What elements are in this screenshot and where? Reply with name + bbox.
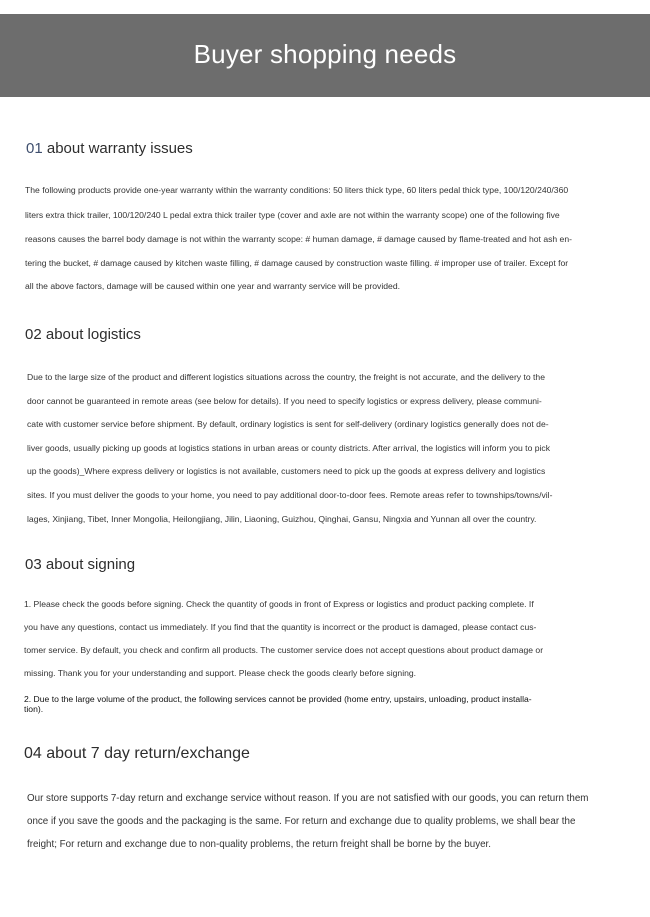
body-line: The following products provide one-year warranty within the warranty conditions: 50 liters thick type, 60 liters pedal thick type, 100/120/240/360 — [25, 185, 569, 195]
body-line: sites. If you must deliver the goods to your home, you need to pay additional door-to-door fees. Remote areas refer to townships/towns/vil- — [27, 490, 553, 500]
note-line: tion). — [24, 704, 44, 714]
body-line: you have any questions, contact us immediately. If you find that the quantity is incorrect or the product is damaged, please contact cus- — [24, 622, 537, 632]
note-line: 2. Due to the large volume of the product, the following services cannot be provided (home entry, upstairs, unloading, product installa- — [24, 694, 532, 704]
header-banner — [0, 14, 650, 97]
page-title: Buyer shopping needs — [193, 39, 457, 69]
body-line: reasons causes the barrel body damage is not within the warranty scope: # human damage, # damage caused by flame-treated and hot ash en- — [25, 234, 572, 244]
section-number: 01 — [26, 140, 43, 157]
body-line: all the above factors, damage will be caused within one year and warranty service will be provided. — [25, 281, 400, 291]
body-line: lages, Xinjiang, Tibet, Inner Mongolia, Heilongjiang, Jilin, Liaoning, Guizhou, Qinghai, Gansu, Ningxia and Yunnan all over the country. — [27, 514, 537, 524]
body-line: door cannot be guaranteed in remote areas (see below for details). If you need to specify logistics or express delivery, please communi- — [27, 396, 542, 406]
section-title: 02 about logistics — [25, 326, 141, 343]
body-line: 1. Please check the goods before signing. Check the quantity of goods in front of Express or logistics and product packing complete. If — [24, 599, 534, 609]
body-line: missing. Thank you for your understanding and support. Please check the goods clearly before signing. — [24, 668, 417, 678]
section-title: 03 about signing — [25, 556, 136, 573]
body-line: Our store supports 7-day return and exchange service without reason. If you are not satisfied with our goods, you can return them — [27, 793, 589, 804]
body-line: Due to the large size of the product and different logistics situations across the country, the freight is not accurate, and the delivery to the — [27, 372, 545, 382]
body-line: liver goods, usually picking up goods at logistics stations in urban areas or county districts. After arrival, the logistics will inform you to pick — [27, 443, 551, 453]
top-margin — [0, 0, 650, 14]
body-line: liters extra thick trailer, 100/120/240 L pedal extra thick trailer type (cover and axle are not within the warranty scope) one of the following five — [25, 210, 560, 220]
body-line: up the goods)_Where express delivery or logistics is not available, customers need to pick up the goods at express delivery and logistics — [27, 466, 546, 476]
body-line: tomer service. By default, you check and confirm all products. The customer service does not accept questions about product damage or — [24, 645, 544, 655]
section-heading — [26, 140, 193, 157]
body-line: freight; For return and exchange due to non-quality problems, the return freight shall be borne by the buyer. — [27, 839, 491, 850]
body-line: cate with customer service before shipment. By default, ordinary logistics is sent for self-delivery (ordinary logistics generally does not de- — [27, 419, 549, 429]
body-line: tering the bucket, # damage caused by kitchen waste filling, # damage caused by construction waste filling. # improper use of trailer. Except for — [25, 258, 569, 268]
section-title: about warranty issues — [46, 140, 193, 157]
section-title: 04 about 7 day return/exchange — [24, 745, 250, 762]
body-line: once if you save the goods and the packaging is the same. For return and exchange due to quality problems, we shall bear the — [27, 816, 576, 827]
